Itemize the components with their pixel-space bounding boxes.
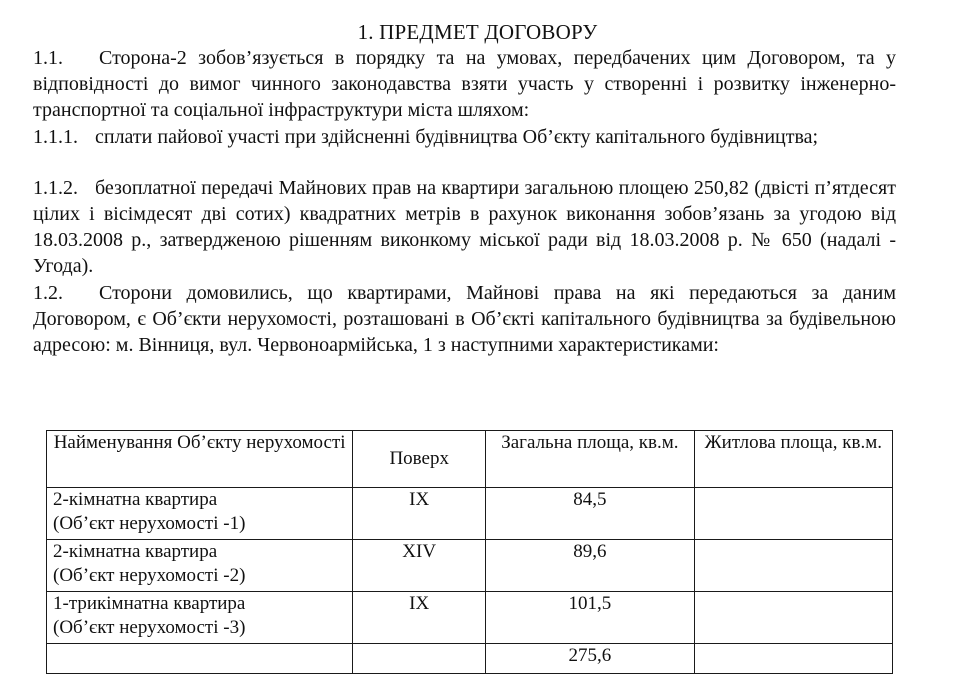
paragraph-number: 1.2. <box>33 282 63 304</box>
cell-floor <box>353 644 486 674</box>
cell-living-area <box>694 644 892 674</box>
cell-floor: IX <box>353 488 486 540</box>
cell-total-area: 84,5 <box>486 488 694 540</box>
table-header-row <box>47 431 893 488</box>
object-label: (Об’єкт нерухомості -1) <box>53 513 246 534</box>
apartment-type: 2-кімнатна квартира <box>53 489 218 510</box>
paragraph-text: Сторони домовились, що квартирами, Майнові права на які передаються за даним Договором, є Об’єкти нерухомості, розташовані в Об’єкті капітального будівництва за будівельною адресою: м. Вінниця, вул. Червоноармійська, 1 з наступними характеристиками: <box>33 282 896 356</box>
real-estate-table <box>46 430 893 674</box>
paragraph-number: 1.1. <box>33 47 63 69</box>
table-row <box>47 592 893 644</box>
table-row <box>47 488 893 540</box>
header-floor: Поверх <box>353 431 486 488</box>
object-label: (Об’єкт нерухомості -2) <box>53 565 246 586</box>
apartment-type: 2-кімнатна квартира <box>53 541 218 562</box>
table-total-row <box>47 644 893 674</box>
cell-name <box>47 488 353 540</box>
cell-total-area: 101,5 <box>486 592 694 644</box>
paragraph-1-1 <box>33 45 896 123</box>
cell-living-area <box>694 488 892 540</box>
object-label: (Об’єкт нерухомості -3) <box>53 617 246 638</box>
paragraph-number: 1.1.2. <box>33 177 78 199</box>
apartment-type: 1-трикімнатна квартира <box>53 593 246 614</box>
paragraph-1-1-1 <box>33 124 896 150</box>
cell-total-area: 89,6 <box>486 540 694 592</box>
cell-living-area <box>694 592 892 644</box>
header-name: Найменування Об’єкту нерухомості <box>47 431 353 488</box>
header-total-area: Загальна площа, кв.м. <box>486 431 694 488</box>
section-title: 1. ПРЕДМЕТ ДОГОВОРУ <box>357 20 598 44</box>
cell-name <box>47 540 353 592</box>
paragraph-1-1-2 <box>33 175 896 279</box>
paragraph-text: безоплатної передачі Майнових прав на квартири загальною площею 250,82 (двісті п’ятдесят цілих і вісімдесят дві сотих) квадратних метрів в рахунок виконання зобов’язань за угодою від 18.03.2008 р., затвердженою рішенням виконкому міської ради від 18.03.2008 р. № 650 (надалі - Угода). <box>33 177 896 277</box>
cell-floor: IX <box>353 592 486 644</box>
total-area-sum: 275,6 <box>486 644 694 674</box>
paragraph-number: 1.1.1. <box>33 126 78 148</box>
paragraph-text: сплати пайової участі при здійсненні будівництва Об’єкту капітального будівництва; <box>95 126 819 148</box>
paragraph-1-2 <box>33 280 896 358</box>
paragraph-text: Сторона-2 зобов’язується в порядку та на умовах, передбачених цим Договором, та у відповідності до вимог чинного законодавства взяти участь у створенні і розвитку інженерно-транспортної та соціальної інфраструктури міста шляхом: <box>33 47 896 121</box>
table-row <box>47 540 893 592</box>
cell-name <box>47 592 353 644</box>
cell-living-area <box>694 540 892 592</box>
header-living-area: Житлова площа, кв.м. <box>694 431 892 488</box>
cell-floor: XIV <box>353 540 486 592</box>
cell-name <box>47 644 353 674</box>
